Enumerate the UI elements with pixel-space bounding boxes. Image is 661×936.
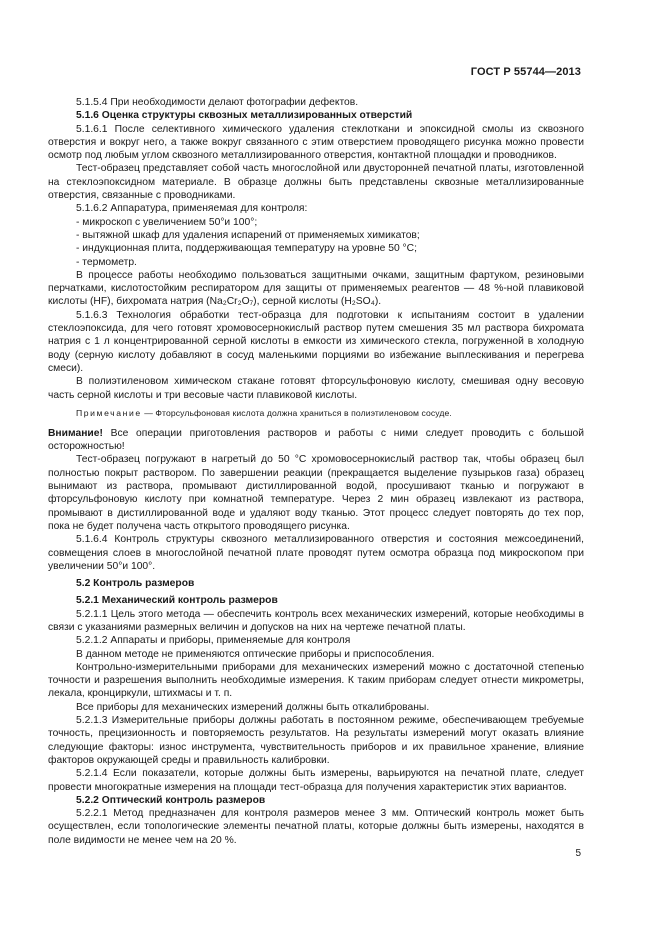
paragraph: 5.2.1.1 Цель этого метода — обеспечить контроль всех механических измерений, которые необходимы в связи с указаниями размерных величин и допусков на них на чертеже печатной платы. bbox=[48, 608, 584, 633]
section-heading: 5.1.6 Оценка структуры сквозных металлизированных отверстий bbox=[76, 110, 413, 122]
paragraph: 5.2.1.4 Если показатели, которые должны быть измерены, варьируются на печатной плате, следует провести многократные измерения на площади тест-образца для получения характеристик этих вариантов. bbox=[48, 768, 584, 793]
paragraph: Все приборы для механических измерений должны быть откалиброваны. bbox=[76, 701, 430, 713]
subsection-heading: 5.2.1 Механический контроль размеров bbox=[76, 595, 278, 607]
paragraph: 5.1.5.4 При необходимости делают фотографии дефектов. bbox=[76, 97, 359, 108]
paragraph: Тест-образец погружают в нагретый до 50 °С хромовосернокислый раствор так, чтобы образец был полностью покрыт раствором. По завершении реакции (прекращается выделение пузырьков газа) образец вынимают из раствора, промывают дистиллированной водой, просушивают тканью и погружают в фторсульфоновую кислоту при комнатной температуре. Через 2 мин образец извлекают из раствора, промывают в дистиллированной воде и удаляют воду тканью. Этот процесс следует повторять до тех пор, пока не будет получена часть открытого проводящего рисунка. bbox=[48, 454, 584, 532]
paragraph: 5.1.6.2 Аппаратура, применяемая для контроля: bbox=[76, 203, 308, 215]
warning-paragraph: Внимание! Все операции приготовления растворов и работы с ними следует проводить с большой осторожностью! bbox=[48, 427, 584, 453]
page-number: 5 bbox=[575, 848, 581, 859]
paragraph: В процессе работы необходимо пользоваться защитными очками, защитным фартуком, резиновыми перчатками, кислотостойким респиратором для защиты от применяемых реагентов — 48 %-ной плавиковой кислоты (HF), бихромата натрия (Na₂Cr₂O₇), серной кислоты (H₂SO₄). bbox=[48, 269, 584, 308]
paragraph: 5.2.2.1 Метод предназначен для контроля размеров менее 3 мм. Оптический контроль может быть осуществлен, если топологические элементы печатной платы, которые должны быть измерены, находятся в поле видимости не менее чем на 20 %. bbox=[48, 808, 584, 846]
list-item: - индукционная плита, поддерживающая температуру на уровне 50 °С; bbox=[76, 243, 417, 255]
list-item: - микроскоп с увеличением 50°и 100°; bbox=[76, 216, 258, 228]
subsection-heading: 5.2.2 Оптический контроль размеров bbox=[76, 794, 266, 806]
list-item: - термометр. bbox=[76, 256, 137, 268]
note: Примечание — Фторсульфоновая кислота должна храниться в полиэтиленовом сосуде. bbox=[76, 407, 452, 418]
paragraph: 5.1.6.3 Технология обработки тест-образца для подготовки к испытаниям состоит в удалении стеклоэпоксида, для чего готовят хромовосернокислый раствор путем смешения 35 мл раствора бихромата натрия с 1 л концентрированной серной кислоты в емкости из химического стекла, погруженной в холодную воду (серную кислоту добавляют в сосуд маленькими порциями во избежание выплескивания и перегрева смеси). bbox=[48, 309, 584, 374]
paragraph: Тест-образец представляет собой часть многослойной или двусторонней печатной платы, изготовленной на стеклоэпоксидном материале. В образце должны быть представлены сквозные металлизированные отверстия, связанные с проводниками. bbox=[48, 163, 584, 202]
paragraph: В полиэтиленовом химическом стакане готовят фторсульфоновую кислоту, смешивая одну весовую часть серной кислоты и три весовые части плавиковой кислоты. bbox=[48, 376, 584, 401]
paragraph: 5.1.6.1 После селективного химического удаления стеклоткани и эпоксидной смолы из сквозного отверстия и вокруг него, а также вокруг связанного с этим отверстием проводящего рисунка можно провести осмотр под любым углом сквозного металлизированного отверстия, контактной площадки и проводников. bbox=[48, 123, 584, 162]
paragraph: В данном методе не применяются оптические приборы и приспособления. bbox=[76, 648, 435, 660]
paragraph: 5.1.6.4 Контроль структуры сквозного металлизированного отверстия и состояния межсоединений, совмещения слоев в многослойной печатной плате проводят путем осмотра образца под микроскопом при увеличении 50°и 100°. bbox=[48, 534, 584, 572]
document-header: ГОСТ Р 55744—2013 bbox=[470, 66, 581, 78]
list-item: - вытяжной шкаф для удаления испарений от применяемых химикатов; bbox=[76, 229, 420, 241]
paragraph: 5.2.1.3 Измерительные приборы должны работать в постоянном режиме, обеспечивающем требуемые точность, прецизионность и повторяемость результатов. На результаты измерений могут оказать влияние следующие факторы: износ инструмента, чувствительность приборов и их правильное хранение, влияние факторов окружающей среды и правильность калибровки. bbox=[48, 715, 584, 766]
document-body bbox=[48, 96, 584, 847]
section-heading: 5.2 Контроль размеров bbox=[76, 578, 195, 590]
paragraph: 5.2.1.2 Аппараты и приборы, применяемые для контроля bbox=[76, 635, 351, 647]
paragraph: Контрольно-измерительными приборами для механических измерений можно с достаточной степенью точности и разрешения выполнить необходимые измерения. К таким приборам следует отнести микрометры, лекала, кронциркули, штихмасы и т. п. bbox=[48, 661, 584, 700]
